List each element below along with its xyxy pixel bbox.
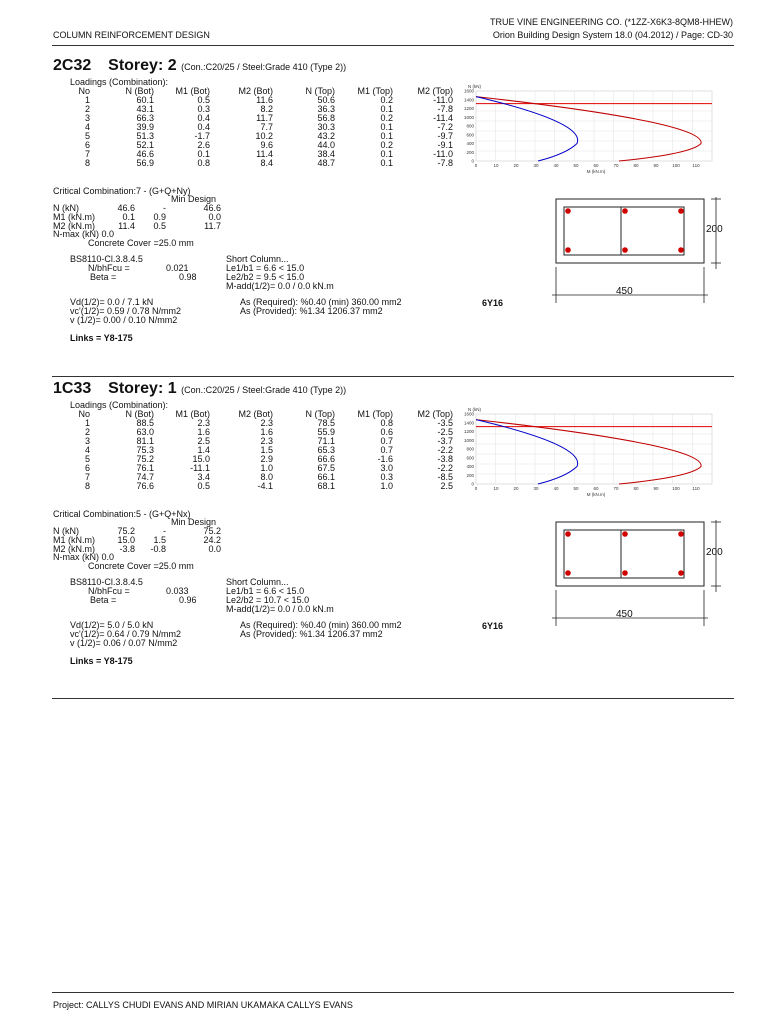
beta-value: 0.96: [179, 595, 197, 605]
rebar: [565, 208, 571, 214]
x-tick-label: 80: [633, 163, 639, 168]
table-cell: 4: [84, 445, 90, 455]
table-cell: -2.5: [437, 427, 453, 437]
column-type: Short Column...: [226, 254, 289, 264]
table-cell: 0.5: [197, 95, 210, 105]
table-cell: 65.3: [317, 445, 335, 455]
table-cell: 48.7: [317, 158, 335, 168]
table-cell: 0.2: [380, 113, 393, 123]
table-cell: 43.1: [136, 104, 154, 114]
table-cell: 39.9: [136, 122, 154, 132]
x-tick-label: 80: [633, 486, 639, 491]
x-tick-label: 40: [553, 163, 559, 168]
steel-required: As (Required): %0.40 (min) 360.00 mm2: [240, 620, 402, 630]
table-cell: 0.1: [380, 149, 393, 159]
table-cell: 0.6: [380, 427, 393, 437]
table-cell: 75.2: [136, 454, 154, 464]
table-cell: 1: [84, 418, 90, 428]
table-cell: -2.2: [437, 445, 453, 455]
table-cell: 2.3: [260, 418, 273, 428]
table-cell: 75.3: [136, 445, 154, 455]
shear-force: Vd(1/2)= 5.0 / 5.0 kN: [70, 620, 154, 630]
table-cell: -11.4: [433, 113, 453, 123]
bar-arrangement: 6Y16: [482, 298, 504, 308]
table-cell: 2.5: [197, 436, 210, 446]
table-cell: 76.1: [136, 463, 154, 473]
table-cell: 0.4: [197, 122, 210, 132]
shear-force: Vd(1/2)= 0.0 / 7.1 kN: [70, 297, 154, 307]
rebar: [622, 531, 628, 537]
rebar: [678, 208, 684, 214]
critical-value: 46.6: [203, 203, 221, 213]
table-header: N (Top): [305, 86, 335, 96]
table-cell: -2.2: [437, 463, 453, 473]
table-header: M1 (Bot): [175, 409, 210, 419]
table-cell: 0.7: [380, 445, 393, 455]
interaction-diagram: [458, 400, 718, 510]
table-cell: -9.7: [437, 131, 453, 141]
table-cell: 2.3: [197, 418, 210, 428]
system-info: Orion Building Design System 18.0 (04.2012) / Page: CD-30: [492, 30, 733, 40]
table-cell: 9.6: [260, 140, 273, 150]
table-cell: 1.4: [197, 445, 210, 455]
table-cell: 2: [84, 104, 90, 114]
steel-provided: As (Provided): %1.34 1206.37 mm2: [240, 306, 383, 316]
table-cell: 3: [84, 436, 90, 446]
concrete-cover: Concrete Cover =25.0 mm: [88, 561, 194, 571]
table-cell: 6: [84, 140, 90, 150]
table-cell: -1.7: [194, 131, 210, 141]
y-axis-label: N (kN): [468, 407, 481, 412]
concrete-cover: Concrete Cover =25.0 mm: [88, 238, 194, 248]
table-cell: 43.2: [317, 131, 335, 141]
critical-label: N (kN): [53, 526, 79, 536]
table-cell: 66.6: [317, 454, 335, 464]
table-cell: -11.0: [433, 149, 453, 159]
table-cell: 2.6: [197, 140, 210, 150]
x-tick-label: 70: [613, 163, 619, 168]
x-tick-label: 110: [692, 486, 700, 491]
table-cell: -9.1: [437, 140, 453, 150]
table-cell: 68.1: [317, 481, 335, 491]
company-name: TRUE VINE ENGINEERING CO. (*1ZZ-X6K3-8QM8-HHEW): [489, 17, 733, 27]
table-cell: 11.4: [256, 149, 273, 159]
column-id: 1C33: [53, 380, 92, 397]
table-cell: 1.6: [260, 427, 273, 437]
code-clause: BS8110-Cl.3.8.4.5: [70, 577, 143, 587]
table-cell: 71.1: [317, 436, 335, 446]
table-cell: 5: [84, 131, 90, 141]
table-cell: -7.8: [437, 158, 453, 168]
table-cell: 51.3: [136, 131, 154, 141]
table-cell: 66.1: [317, 472, 335, 482]
dimension-height: 200: [706, 547, 723, 558]
table-cell: 0.1: [380, 158, 393, 168]
table-header: N (Bot): [125, 409, 154, 419]
x-tick-label: 50: [573, 486, 579, 491]
critical-value: 0.1: [122, 212, 135, 222]
loadings-label: Loadings (Combination):: [70, 77, 169, 87]
table-cell: 56.9: [136, 158, 154, 168]
slenderness-1: Le1/b1 = 6.6 < 15.0: [226, 586, 305, 596]
dimension-width: 450: [616, 286, 633, 297]
table-cell: 60.1: [136, 95, 154, 105]
rebar: [678, 247, 684, 253]
x-tick-label: 60: [593, 486, 599, 491]
critical-value: -3.8: [119, 544, 135, 554]
rebar: [565, 531, 571, 537]
table-cell: 3.0: [380, 463, 393, 473]
table-cell: 0.1: [197, 149, 210, 159]
table-cell: 1.0: [380, 481, 393, 491]
nbhfcu-label: N/bhFcu =: [88, 263, 130, 273]
table-cell: 36.3: [317, 104, 335, 114]
table-cell: 74.7: [136, 472, 154, 482]
table-cell: 8.0: [260, 472, 273, 482]
material-condition: (Con.:C20/25 / Steel:Grade 410 (Type 2)): [181, 62, 347, 72]
critical-value: -0.8: [150, 544, 166, 554]
table-cell: 0.1: [380, 104, 393, 114]
rebar: [622, 247, 628, 253]
x-tick-label: 110: [692, 163, 700, 168]
min-design-header: Min Design: [171, 194, 217, 204]
critical-value: 0.0: [208, 544, 221, 554]
y-tick-label: 800: [466, 123, 474, 129]
table-cell: 66.3: [136, 113, 154, 123]
column-section-sketch: [548, 197, 748, 327]
links-spec: Links = Y8-175: [70, 656, 133, 666]
storey-label: Storey: 1: [108, 380, 177, 397]
loadings-label: Loadings (Combination):: [70, 400, 169, 410]
column-type: Short Column...: [226, 577, 289, 587]
table-cell: 52.1: [136, 140, 154, 150]
column-id: 2C32: [53, 57, 92, 74]
y-tick-label: 200: [466, 149, 474, 155]
critical-value: 75.2: [117, 526, 135, 536]
table-header: No: [78, 86, 90, 96]
critical-value: 0.9: [153, 212, 166, 222]
critical-combination: Critical Combination:5 - (G+Q+Nx): [53, 509, 191, 519]
table-cell: 2: [84, 427, 90, 437]
rebar: [565, 247, 571, 253]
table-cell: 6: [84, 463, 90, 473]
table-cell: 1: [84, 95, 90, 105]
table-cell: 1.0: [260, 463, 273, 473]
critical-label: M1 (kN.m): [53, 212, 95, 222]
table-cell: 0.1: [380, 131, 393, 141]
shear-capacity: vc'(1/2)= 0.59 / 0.78 N/mm2: [70, 306, 182, 316]
shear-stress: v (1/2)= 0.06 / 0.07 N/mm2: [70, 638, 178, 648]
table-cell: 0.4: [197, 113, 210, 123]
x-tick-label: 10: [493, 486, 499, 491]
y-tick-label: 1400: [463, 97, 474, 103]
nbhfcu-value: 0.021: [166, 263, 189, 273]
nmax-value: N-max (kN) 0.0: [53, 552, 115, 562]
table-cell: 8: [84, 158, 90, 168]
footer-rule: [52, 992, 734, 993]
nbhfcu-label: N/bhFcu =: [88, 586, 130, 596]
critical-value: 46.6: [117, 203, 135, 213]
critical-label: M1 (kN.m): [53, 535, 95, 545]
table-cell: 3: [84, 113, 90, 123]
x-tick-label: 50: [573, 163, 579, 168]
table-cell: 7: [84, 149, 90, 159]
x-tick-label: 90: [653, 163, 659, 168]
beta-value: 0.98: [179, 272, 197, 282]
x-tick-label: 30: [533, 163, 539, 168]
table-cell: 78.5: [317, 418, 335, 428]
material-condition: (Con.:C20/25 / Steel:Grade 410 (Type 2)): [181, 385, 347, 395]
critical-value: 11.7: [204, 221, 221, 231]
table-cell: 11.7: [256, 113, 273, 123]
critical-value: 0.0: [208, 212, 221, 222]
table-cell: 67.5: [317, 463, 335, 473]
y-tick-label: 200: [466, 472, 474, 478]
table-cell: 4: [84, 122, 90, 132]
table-cell: 0.8: [197, 158, 210, 168]
nmax-value: N-max (kN) 0.0: [53, 229, 115, 239]
table-cell: 7: [84, 472, 90, 482]
steel-required: As (Required): %0.40 (min) 360.00 mm2: [240, 297, 402, 307]
y-tick-label: 0: [471, 481, 474, 487]
table-cell: -11.1: [190, 463, 210, 473]
y-tick-label: 800: [466, 446, 474, 452]
table-cell: 2.5: [440, 481, 453, 491]
y-tick-label: 1000: [463, 114, 474, 120]
shear-capacity: vc'(1/2)= 0.64 / 0.79 N/mm2: [70, 629, 182, 639]
table-cell: -3.7: [437, 436, 453, 446]
rebar: [565, 570, 571, 576]
x-tick-label: 70: [613, 486, 619, 491]
y-tick-label: 1400: [463, 420, 474, 426]
x-axis-label: M (kN.m): [586, 492, 606, 497]
critical-combination: Critical Combination:7 - (G+Q+Ny): [53, 186, 191, 196]
critical-label: N (kN): [53, 203, 79, 213]
table-cell: 11.6: [256, 95, 273, 105]
table-cell: 2.3: [260, 436, 273, 446]
dimension-width: 450: [616, 609, 633, 620]
table-cell: 3.4: [197, 472, 210, 482]
x-tick-label: 0: [474, 163, 478, 168]
links-spec: Links = Y8-175: [70, 333, 133, 343]
x-tick-label: 100: [672, 486, 680, 491]
critical-value: -: [163, 526, 166, 536]
bar-arrangement: 6Y16: [482, 621, 504, 631]
beta-label: Beta =: [90, 272, 117, 282]
x-tick-label: 0: [474, 486, 478, 491]
x-axis-label: M (kN.m): [586, 169, 606, 174]
table-cell: 7.7: [260, 122, 273, 132]
table-cell: 8: [84, 481, 90, 491]
table-cell: -7.8: [437, 104, 453, 114]
rebar: [678, 570, 684, 576]
table-cell: 81.1: [136, 436, 154, 446]
section-divider: [52, 376, 734, 377]
table-cell: 30.3: [317, 122, 335, 132]
table-cell: 0.2: [380, 95, 393, 105]
critical-value: -: [163, 203, 166, 213]
beta-label: Beta =: [90, 595, 117, 605]
project-name: Project: CALLYS CHUDI EVANS AND MIRIAN UKAMAKA CALLYS EVANS: [53, 1000, 353, 1010]
additional-moment: M-add(1/2)= 0.0 / 0.0 kN.m: [226, 281, 334, 291]
table-header: No: [78, 409, 90, 419]
table-cell: 0.2: [380, 140, 393, 150]
table-cell: 0.3: [197, 104, 210, 114]
shear-stress: v (1/2)= 0.00 / 0.10 N/mm2: [70, 315, 178, 325]
critical-value: 15.0: [117, 535, 135, 545]
table-cell: -4.1: [257, 481, 273, 491]
table-header: M2 (Bot): [238, 409, 273, 419]
y-tick-label: 400: [466, 141, 474, 146]
steel-provided: As (Provided): %1.34 1206.37 mm2: [240, 629, 383, 639]
table-cell: 50.6: [317, 95, 335, 105]
table-cell: 0.7: [380, 436, 393, 446]
rebar: [622, 570, 628, 576]
y-tick-label: 1600: [463, 411, 474, 417]
table-cell: -3.8: [437, 454, 453, 464]
y-tick-label: 1200: [463, 429, 474, 434]
table-cell: 8.4: [260, 158, 273, 168]
document-title: COLUMN REINFORCEMENT DESIGN: [53, 30, 210, 40]
x-tick-label: 40: [553, 486, 559, 491]
table-header: M1 (Top): [357, 86, 393, 96]
interaction-diagram: [458, 77, 718, 187]
critical-label: M2 (kN.m): [53, 221, 95, 231]
table-cell: 0.1: [380, 122, 393, 132]
table-cell: -7.2: [437, 122, 453, 132]
storey-label: Storey: 2: [108, 57, 177, 74]
y-tick-label: 1000: [463, 437, 474, 443]
column-section-sketch: [548, 520, 748, 650]
table-cell: 5: [84, 454, 90, 464]
slenderness-2: Le2/b2 = 9.5 < 15.0: [226, 272, 305, 282]
slenderness-1: Le1/b1 = 6.6 < 15.0: [226, 263, 305, 273]
x-tick-label: 60: [593, 163, 599, 168]
y-tick-label: 600: [466, 455, 474, 461]
header-rule: [52, 45, 734, 46]
table-cell: 1.6: [197, 427, 210, 437]
additional-moment: M-add(1/2)= 0.0 / 0.0 kN.m: [226, 604, 334, 614]
table-header: M1 (Top): [357, 409, 393, 419]
table-cell: 1.5: [260, 445, 273, 455]
table-cell: 88.5: [136, 418, 154, 428]
y-tick-label: 400: [466, 464, 474, 469]
rebar: [622, 208, 628, 214]
table-header: M2 (Top): [417, 86, 453, 96]
table-header: N (Top): [305, 409, 335, 419]
table-cell: 63.0: [136, 427, 154, 437]
nbhfcu-value: 0.033: [166, 586, 189, 596]
table-cell: 55.9: [317, 427, 335, 437]
table-cell: 0.3: [380, 472, 393, 482]
table-cell: 10.2: [255, 131, 273, 141]
table-cell: 0.8: [380, 418, 393, 428]
table-cell: 56.8: [317, 113, 335, 123]
x-tick-label: 20: [513, 163, 519, 168]
x-tick-label: 100: [672, 163, 680, 168]
table-cell: 38.4: [317, 149, 335, 159]
y-tick-label: 1200: [463, 106, 474, 111]
critical-value: 24.2: [203, 535, 221, 545]
critical-value: 1.5: [153, 535, 166, 545]
table-header: M2 (Top): [417, 409, 453, 419]
y-tick-label: 0: [471, 158, 474, 164]
table-cell: 76.6: [136, 481, 154, 491]
table-cell: 0.5: [197, 481, 210, 491]
x-tick-label: 90: [653, 486, 659, 491]
table-cell: 15.0: [192, 454, 210, 464]
table-cell: -1.6: [377, 454, 393, 464]
rebar: [678, 531, 684, 537]
critical-value: 0.5: [153, 221, 166, 231]
table-header: M1 (Bot): [175, 86, 210, 96]
table-cell: -3.5: [437, 418, 453, 428]
x-tick-label: 20: [513, 486, 519, 491]
x-tick-label: 10: [493, 163, 499, 168]
x-tick-label: 30: [533, 486, 539, 491]
dimension-height: 200: [706, 224, 723, 235]
code-clause: BS8110-Cl.3.8.4.5: [70, 254, 143, 264]
min-design-header: Min Design: [171, 517, 217, 527]
section-divider: [52, 698, 734, 699]
critical-label: M2 (kN.m): [53, 544, 95, 554]
y-axis-label: N (kN): [468, 84, 481, 89]
critical-value: 11.4: [118, 221, 135, 231]
table-cell: 46.6: [136, 149, 154, 159]
table-cell: -8.5: [437, 472, 453, 482]
table-header: M2 (Bot): [238, 86, 273, 96]
table-cell: 8.2: [260, 104, 273, 114]
critical-value: 75.2: [203, 526, 221, 536]
y-tick-label: 600: [466, 132, 474, 138]
table-header: N (Bot): [125, 86, 154, 96]
y-tick-label: 1600: [463, 88, 474, 94]
slenderness-2: Le2/b2 = 10.7 < 15.0: [226, 595, 310, 605]
table-cell: 44.0: [317, 140, 335, 150]
table-cell: -11.0: [433, 95, 453, 105]
table-cell: 2.9: [260, 454, 273, 464]
